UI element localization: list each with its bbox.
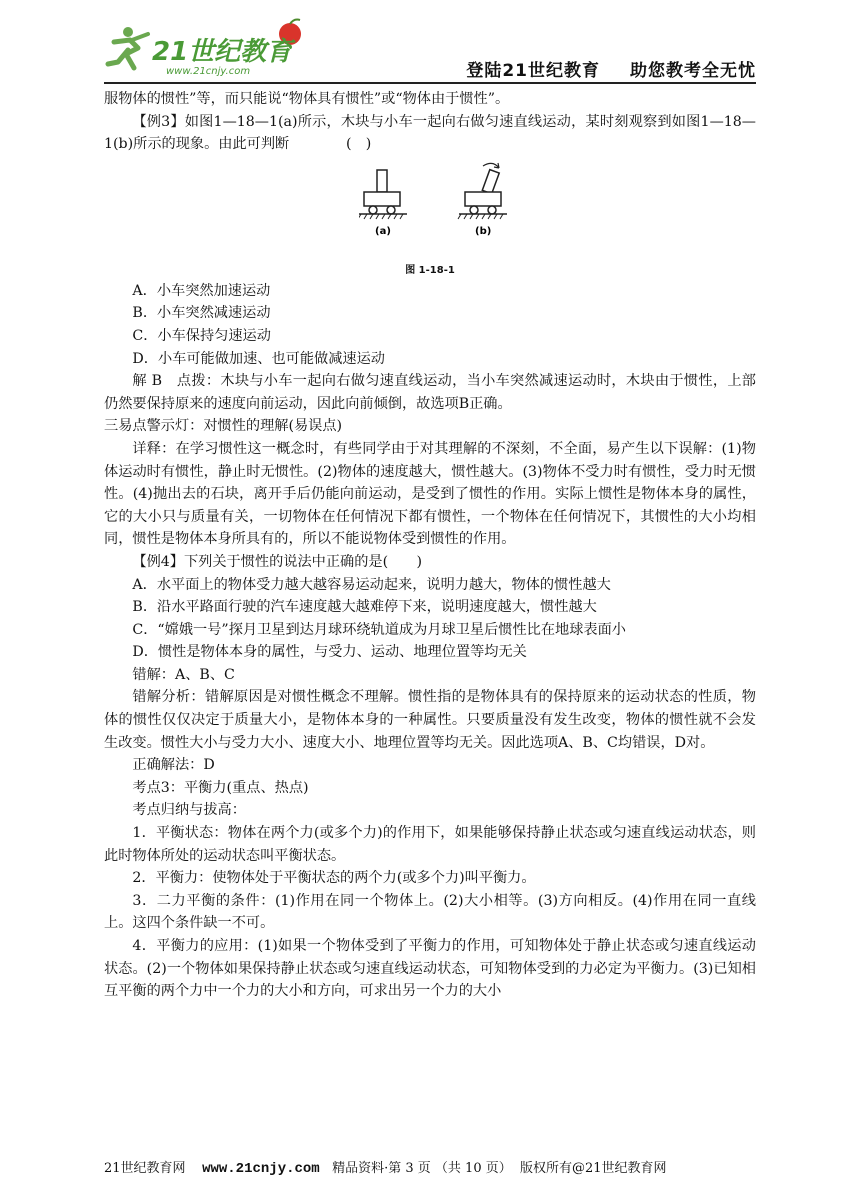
ex4-option-b: B．沿水平路面行驶的汽车速度越大越难停下来，说明速度越大，惯性越大: [132, 599, 597, 616]
ex4-analysis: 错解分析：错解原因是对惯性概念不理解。惯性指的是物体具有的保持原来的运动状态的性质，物体的惯性仅仅决定于质量大小，是物体本身的一种属性。只要质量没有发生改变，物体的惯性就不会发生改变。惯性大小与受力大小、速度大小、地理位置等均无关。因此选项A、B、C均错误，D对。: [104, 689, 756, 751]
ex4-option-a: A．水平面上的物体受力越大越容易运动起来，说明力越大，物体的惯性越大: [132, 576, 611, 593]
footer-page-info: 精品资料·第 3 页 （共 10 页）: [332, 1161, 512, 1176]
label-b: (b): [475, 225, 492, 237]
figure-1-18-1: [104, 156, 756, 280]
label-a: (a): [375, 225, 391, 237]
footer-copyright: 版权所有@21世纪教育网: [519, 1161, 667, 1176]
ex4-option-d: D．惯性是物体本身的属性，与受力、运动、地理位置等均无关: [132, 644, 527, 661]
ex3-option-b: B．小车突然减速运动: [132, 305, 271, 322]
logo-url: www.21cnjy.com: [166, 66, 251, 77]
ex3-option-d: D．小车可能做加速、也可能做减速运动: [132, 350, 385, 367]
ex3-option-c: C．小车保持匀速运动: [132, 327, 271, 344]
ex4-wrong-answer: 错解：A、B、C: [132, 666, 235, 683]
key-point-item-3: 3．二力平衡的条件：(1)作用在同一个物体上。(2)大小相等。(3)方向相反。(4)作用在同一直线上。这四个条件缺一不可。: [104, 892, 756, 932]
key-point-item-1: 1．平衡状态：物体在两个力(或多个力)的作用下，如果能够保持静止状态或匀速直线运动状态，则此时物体所处的运动状态叫平衡状态。: [104, 825, 756, 864]
slogan-left: 登陆21世纪教育: [466, 61, 600, 81]
key-point-item-4: 4．平衡力的应用：(1)如果一个物体受到了平衡力的作用，可知物体处于静止状态或匀速直线运动状态。(2)一个物体如果保持静止状态或匀速直线运动状态，可知物体受到的力必定为平衡力。(3)已知相互平衡的两个力中一个力的大小和方向，可求出另一个力的大小: [104, 938, 756, 1000]
example-4-question: 【例4】下列关于惯性的说法中正确的是( ): [132, 553, 423, 570]
header-divider: [104, 82, 756, 84]
figure-caption: 图 1-18-1: [405, 264, 455, 276]
site-logo[interactable]: [104, 18, 334, 80]
logo-text: 21世纪教育: [152, 37, 293, 67]
example-3-question: 【例3】如图1—18—1(a)所示，木块与小车一起向右做匀速直线运动，某时刻观察到如图1—18—1(b)所示的现象。由此可判断 ( ): [104, 113, 756, 153]
key-point-3-title: 考点3：平衡力(重点、热点): [132, 779, 309, 796]
section-3-title: 三易点警示灯：对惯性的理解(易误点): [104, 418, 343, 435]
slogan-right: 助您教考全无忧: [630, 61, 756, 81]
section-3-detail: 详释：在学习惯性这一概念时，有些同学由于对其理解的不深刻，不全面，易产生以下误解：(1)物体运动时有惯性，静止时无惯性。(2)物体的速度越大，惯性越大。(3)物体不受力时有惯性，受力时无惯性。(4)抛出去的石块，离开手后仍能向前运动，是受到了惯性的作用。实际上惯性是物体本身的属性，它的大小只与质量有关，一切物体在任何情况下都有惯性，一个物体在任何情况下，其惯性的大小均相同，惯性是物体本身所具有的，所以不能说物体受到惯性的作用。: [104, 440, 756, 548]
diagram-a: [359, 170, 407, 219]
key-point-3-subtitle: 考点归纳与拔高：: [132, 802, 246, 819]
key-point-item-2: 2．平衡力：使物体处于平衡状态的两个力(或多个力)叫平衡力。: [132, 870, 536, 887]
page-footer: [104, 1157, 756, 1177]
header-slogan: [466, 56, 756, 81]
ex4-option-c: C．“嫦娥一号”探月卫星到达月球环绕轨道成为月球卫星后惯性比在地球表面小: [132, 621, 626, 638]
ex3-answer: 解 B 点拨：木块与小车一起向右做匀速直线运动，当小车突然减速运动时，木块由于惯性，上部仍然要保持原来的速度向前运动，因此向前倾倒，故选项B正确。: [104, 373, 756, 412]
page-content: [104, 88, 756, 1003]
paragraph-continued: 服物体的惯性”等，而只能说“物体具有惯性”或“物体由于惯性”。: [104, 91, 510, 107]
cart-block-diagram: [359, 162, 519, 258]
footer-left: 21世纪教育网: [104, 1161, 186, 1176]
diagram-b: [458, 163, 507, 219]
runner-icon: [108, 27, 148, 68]
ex3-option-a: A．小车突然加速运动: [132, 282, 271, 299]
page-header: [104, 18, 756, 86]
footer-site-link[interactable]: www.21cnjy.com: [202, 1161, 320, 1177]
ex4-correct: 正确解法：D: [132, 757, 215, 774]
